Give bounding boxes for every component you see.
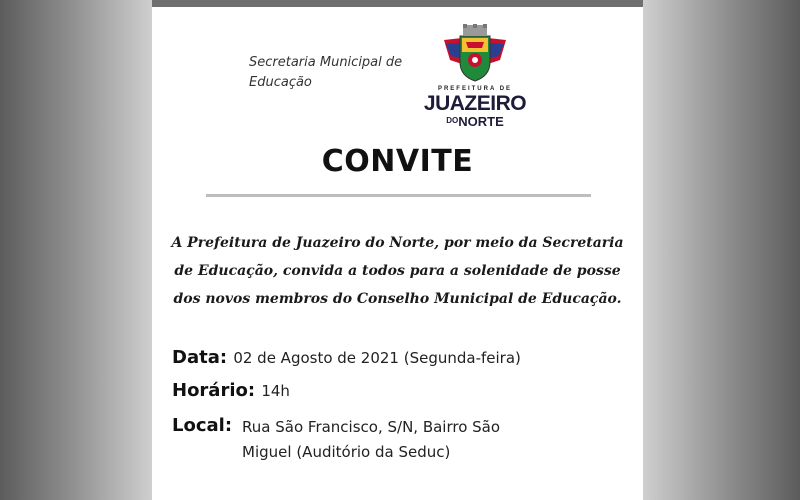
- time-row: [172, 380, 632, 401]
- invitation-page: [152, 7, 643, 500]
- date-row: [172, 347, 632, 368]
- page-title: CONVITE: [321, 144, 474, 179]
- date-label: Data:: [172, 347, 234, 368]
- time-value: 14h: [261, 382, 290, 400]
- juazeiro-logo: [420, 24, 530, 128]
- time-label: Horário:: [172, 380, 262, 401]
- date-value: 02 de Agosto de 2021 (Segunda-feira): [233, 349, 521, 367]
- location-label: Local:: [172, 415, 233, 436]
- location-value: Rua São Francisco, S/N, Bairro São Miguel (Auditório da Seduc): [242, 418, 501, 461]
- logo-line3-small: DO: [446, 116, 459, 125]
- invitation-text: A Prefeitura de Juazeiro do Norte, por meio da Secretaria de Educação, convida a todos para a solenidade de posse dos novos membros do Conselho Municipal de Educação.: [171, 235, 624, 307]
- coat-of-arms-icon: [442, 24, 508, 84]
- logo-line3-main: NORTE: [458, 114, 504, 129]
- logo-line3: [420, 114, 530, 129]
- location-row: [172, 415, 632, 465]
- title-divider: [206, 194, 591, 197]
- background-right: [643, 0, 800, 500]
- logo-line2: JUAZEIRO: [423, 92, 527, 115]
- background-left: [0, 0, 152, 500]
- logo-line1: PREFEITURA DE: [437, 86, 513, 92]
- secretaria-label: Secretaria Municipal de Educação: [249, 55, 403, 90]
